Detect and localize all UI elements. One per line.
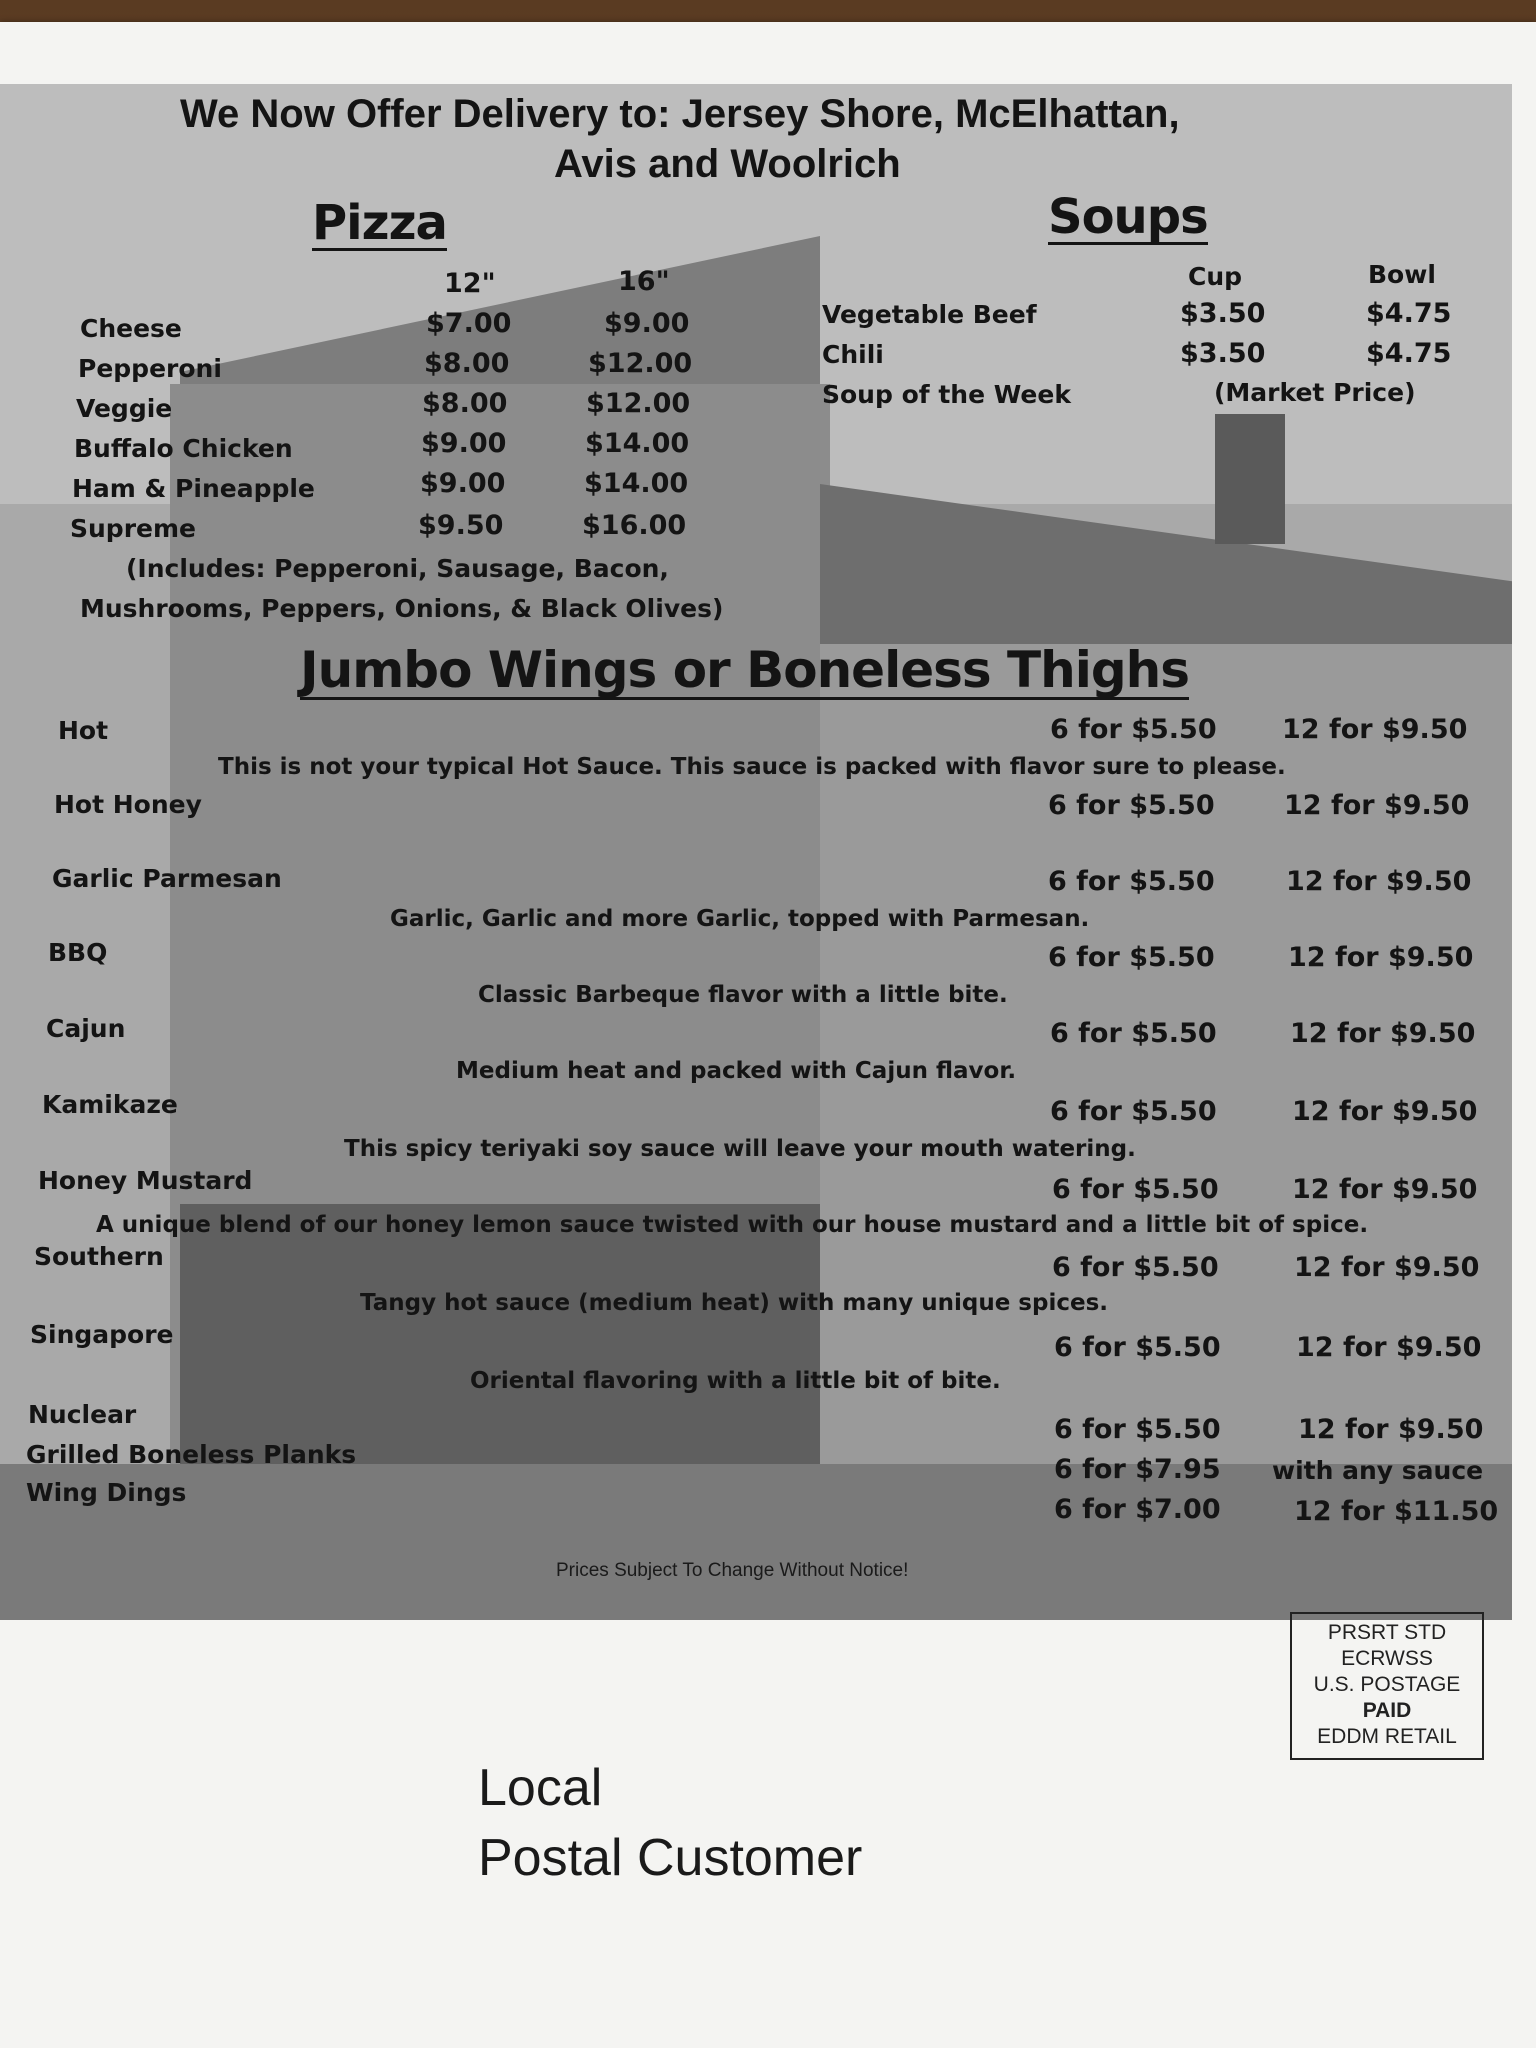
wing-six-price: 6 for $5.50 [1050,1096,1217,1127]
wing-six-price: 6 for $5.50 [1052,1252,1219,1283]
wing-six-price: 6 for $7.95 [1054,1454,1221,1485]
pizza-item-name: Veggie [76,394,173,423]
wing-twelve-price: with any sauce [1272,1456,1484,1485]
wing-six-price: 6 for $5.50 [1050,1018,1217,1049]
address-line-local: Local [478,1759,603,1817]
wing-twelve-price: 12 for $11.50 [1294,1496,1499,1527]
wing-six-price: 6 for $5.50 [1054,1414,1221,1445]
wing-flavor-description: Medium heat and packed with Cajun flavor. [456,1058,1017,1084]
pizza-item-large-price: $9.00 [604,308,690,339]
delivery-headline-line1: We Now Offer Delivery to: Jersey Shore, McElhattan, [180,92,1180,136]
wing-flavor-description: Garlic, Garlic and more Garlic, topped with Parmesan. [390,906,1090,932]
wing-six-price: 6 for $5.50 [1048,866,1215,897]
pizza-item-name: Cheese [80,314,182,343]
pizza-item-large-price: $14.00 [585,428,690,459]
pizza-item-small-price: $8.00 [422,388,508,419]
pizza-supreme-note-line1: (Includes: Pepperoni, Sausage, Bacon, [126,554,669,583]
pizza-item-small-price: $8.00 [424,348,510,379]
postage-indicia [1290,1612,1484,1760]
soup-item-name: Chili [822,340,884,369]
wing-flavor-name: Southern [34,1242,164,1271]
wing-six-price: 6 for $5.50 [1052,1174,1219,1205]
postage-line-ecrwss: ECRWSS [1341,1647,1433,1670]
postage-line-usps: U.S. POSTAGE [1313,1673,1461,1696]
pizza-item-large-price: $14.00 [584,468,689,499]
soup-item-cup-price: $3.50 [1180,298,1266,329]
pizza-item-large-price: $12.00 [586,388,691,419]
soup-of-the-week-name: Soup of the Week [822,380,1071,409]
soups-cup-header: Cup [1188,262,1243,291]
wing-flavor-name: Wing Dings [26,1478,187,1507]
wing-six-price: 6 for $7.00 [1054,1494,1221,1525]
pizza-item-name: Pepperoni [78,354,222,383]
wing-flavor-name: Garlic Parmesan [52,864,282,893]
pizza-size-large-header: 16" [618,266,670,297]
pizza-section-title: Pizza [312,195,447,251]
wing-twelve-price: 12 for $9.50 [1286,866,1472,897]
wing-six-price: 6 for $5.50 [1048,942,1215,973]
pizza-supreme-note-line2: Mushrooms, Peppers, Onions, & Black Olives) [80,594,724,623]
soup-of-the-week-price: (Market Price) [1214,378,1416,407]
wing-twelve-price: 12 for $9.50 [1288,942,1474,973]
wing-six-price: 6 for $5.50 [1050,714,1217,745]
address-line-postal-customer: Postal Customer [478,1829,863,1887]
postage-line-eddm: EDDM RETAIL [1317,1725,1457,1748]
wing-twelve-price: 12 for $9.50 [1284,790,1470,821]
wing-flavor-name: Singapore [30,1320,174,1349]
soup-item-bowl-price: $4.75 [1366,338,1452,369]
wing-twelve-price: 12 for $9.50 [1298,1414,1484,1445]
wing-flavor-name: Kamikaze [42,1090,178,1119]
wing-flavor-description: Classic Barbeque flavor with a little bite. [478,982,1008,1008]
wing-flavor-name: Hot Honey [54,790,202,819]
postage-line-paid: PAID [1362,1699,1412,1722]
pizza-item-large-price: $12.00 [588,348,693,379]
wing-twelve-price: 12 for $9.50 [1292,1174,1478,1205]
wing-flavor-description: Oriental flavoring with a little bit of bite. [470,1368,1001,1394]
soups-section-title: Soups [1048,189,1208,245]
wing-flavor-name: Hot [58,716,109,745]
wing-flavor-name: Grilled Boneless Planks [26,1440,357,1469]
pizza-item-small-price: $9.00 [421,428,507,459]
soup-item-name: Vegetable Beef [822,300,1037,329]
wing-flavor-description: This is not your typical Hot Sauce. This sauce is packed with flavor sure to please. [218,754,1286,780]
wings-section-title: Jumbo Wings or Boneless Thighs [300,641,1190,699]
photo-street [0,1464,1512,1620]
wing-twelve-price: 12 for $9.50 [1292,1096,1478,1127]
pizza-item-large-price: $16.00 [582,510,687,541]
wing-flavor-name: Honey Mustard [38,1166,253,1195]
pizza-item-name: Ham & Pineapple [72,474,315,503]
soups-bowl-header: Bowl [1368,260,1436,289]
wing-flavor-description: Tangy hot sauce (medium heat) with many unique spices. [360,1290,1109,1316]
wing-twelve-price: 12 for $9.50 [1294,1252,1480,1283]
pizza-size-small-header: 12" [444,268,496,299]
soup-item-cup-price: $3.50 [1180,338,1266,369]
wing-flavor-name: Cajun [46,1014,126,1043]
pizza-item-small-price: $7.00 [426,308,512,339]
pizza-item-name: Buffalo Chicken [74,434,293,463]
wing-six-price: 6 for $5.50 [1054,1332,1221,1363]
wing-six-price: 6 for $5.50 [1048,790,1215,821]
photo-chimney [1215,414,1285,544]
wing-twelve-price: 12 for $9.50 [1290,1018,1476,1049]
delivery-headline-line2: Avis and Woolrich [554,142,901,186]
wing-flavor-name: Nuclear [28,1400,137,1429]
pizza-item-name: Supreme [70,514,196,543]
wing-flavor-name: BBQ [48,938,108,967]
postage-line-prsrt: PRSRT STD [1327,1621,1447,1644]
wing-flavor-description: This spicy teriyaki soy sauce will leave your mouth watering. [344,1136,1136,1162]
soup-item-bowl-price: $4.75 [1366,298,1452,329]
wing-flavor-description: A unique blend of our honey lemon sauce twisted with our house mustard and a little bit of spice. [96,1212,1369,1238]
price-change-notice: Prices Subject To Change Without Notice! [556,1560,909,1581]
wing-twelve-price: 12 for $9.50 [1296,1332,1482,1363]
pizza-item-small-price: $9.50 [418,510,504,541]
wing-twelve-price: 12 for $9.50 [1282,714,1468,745]
pizza-item-small-price: $9.00 [420,468,506,499]
